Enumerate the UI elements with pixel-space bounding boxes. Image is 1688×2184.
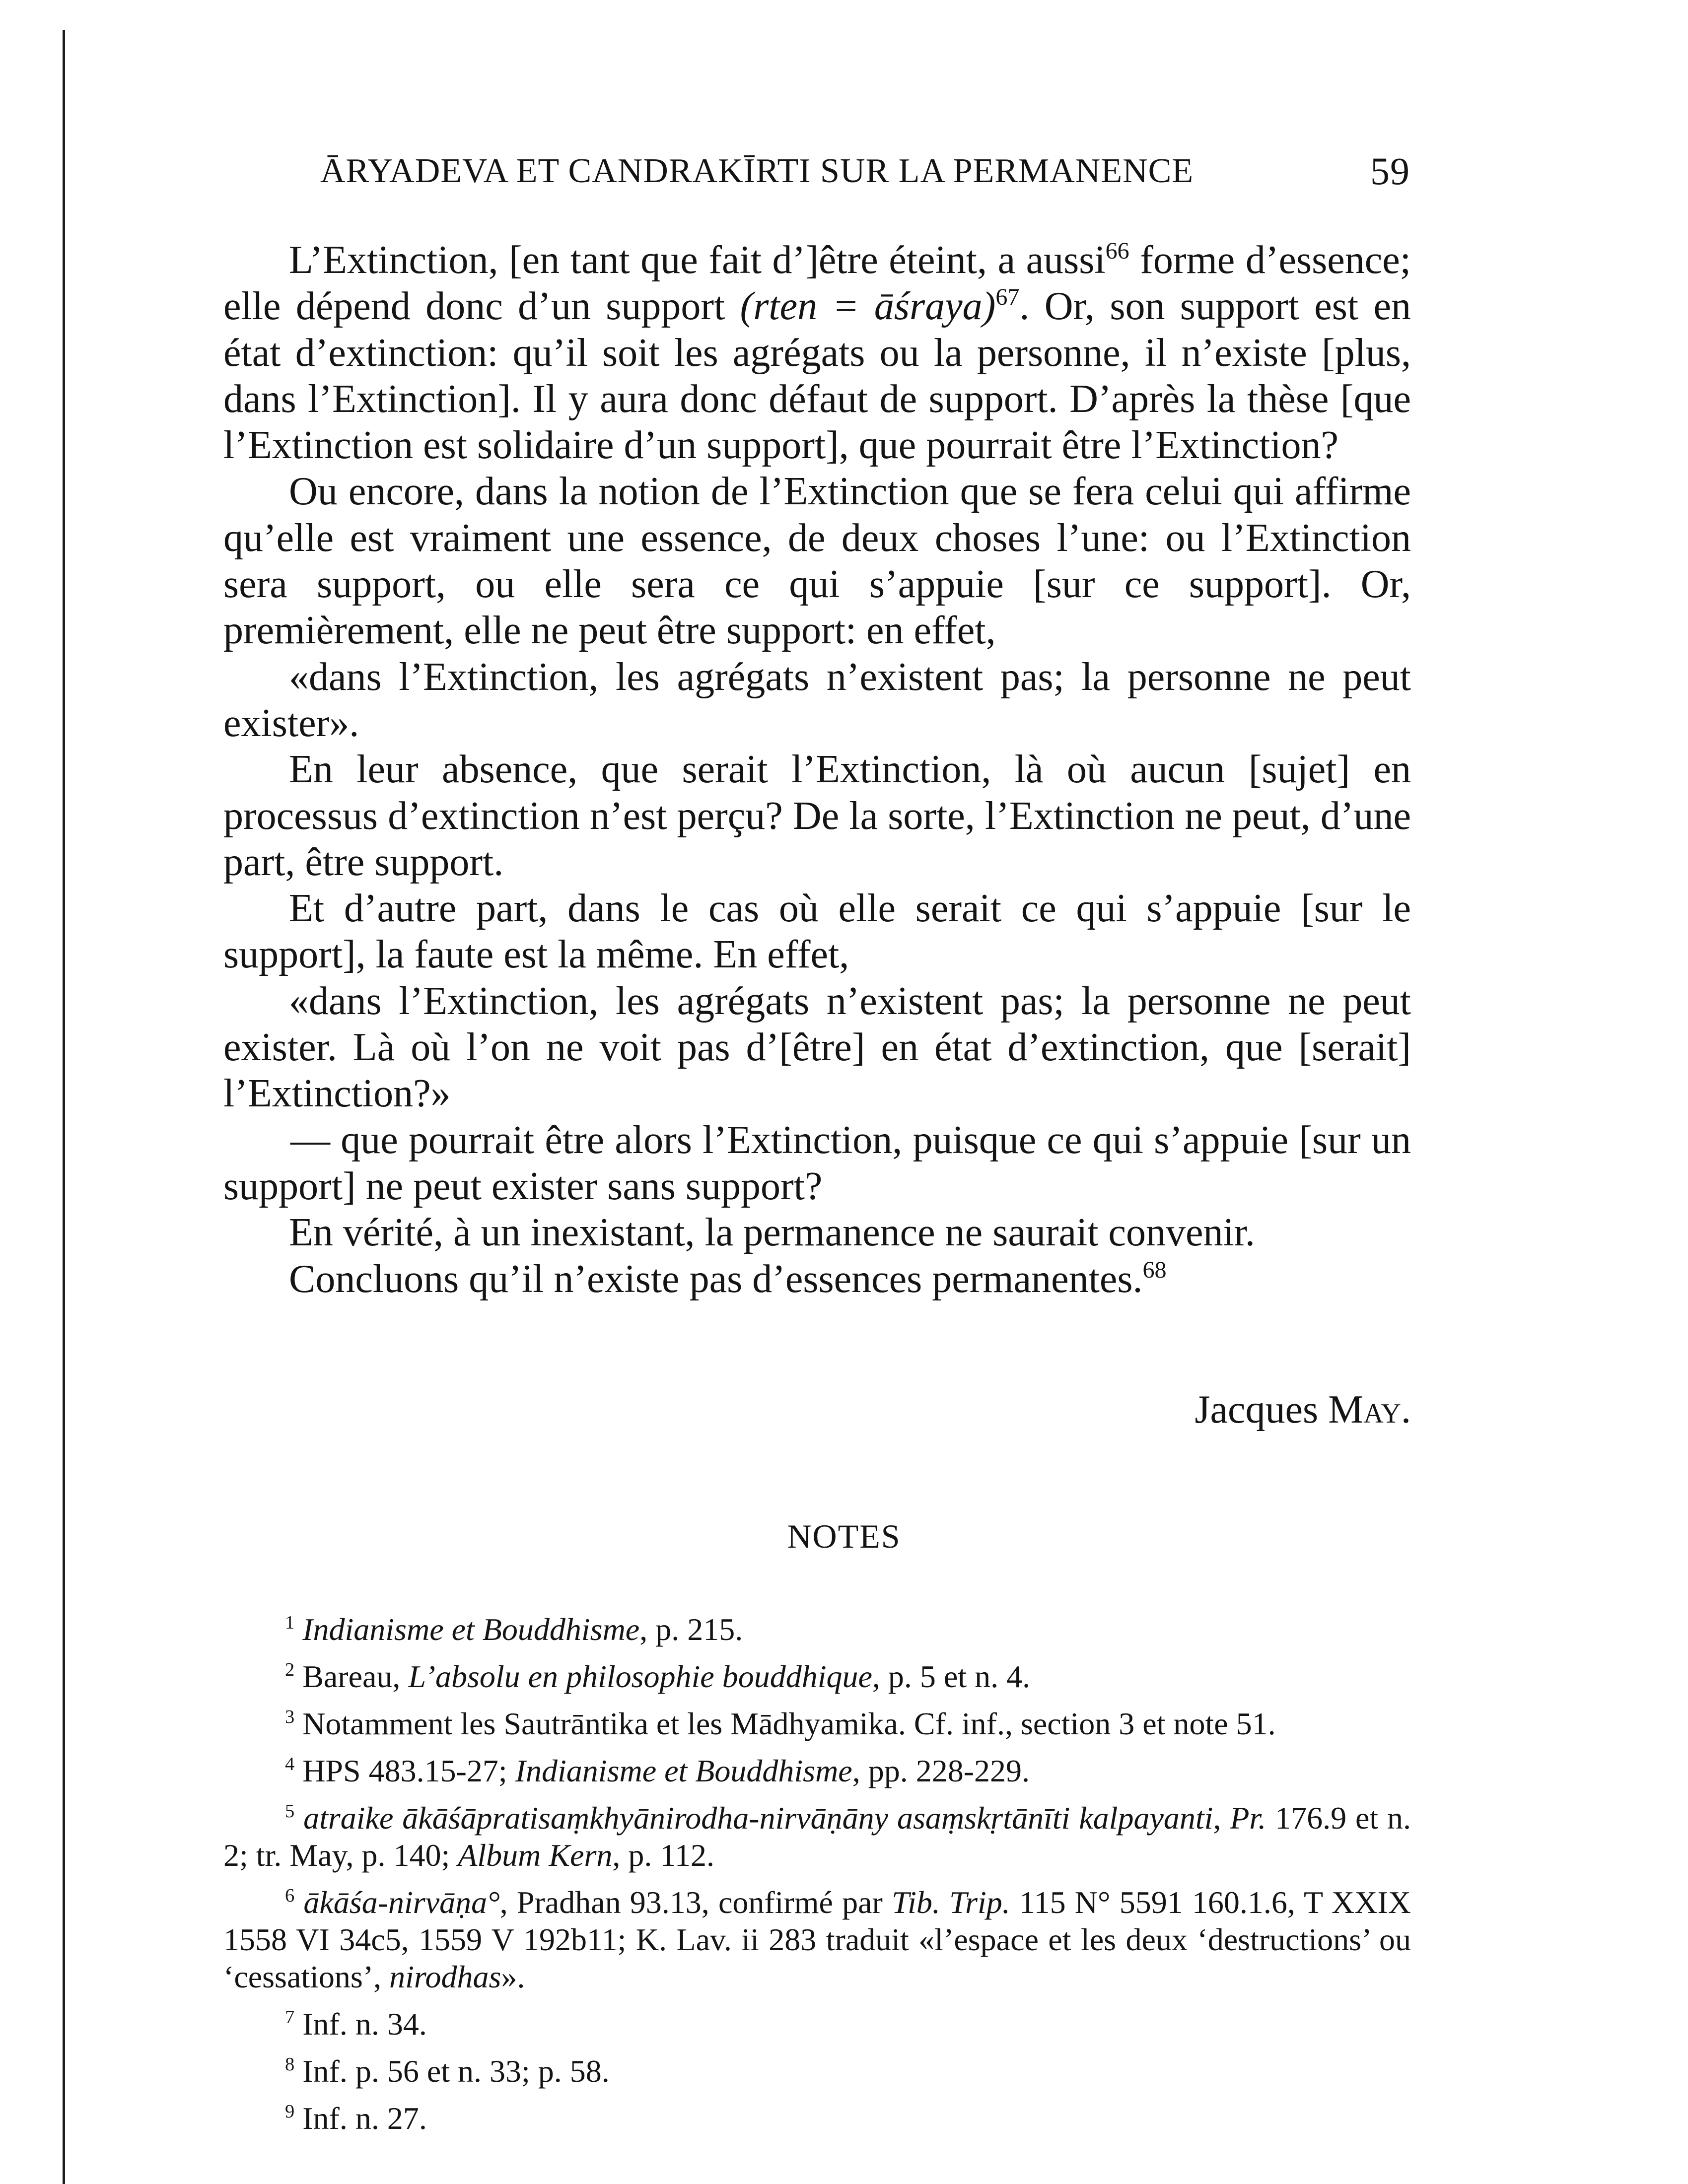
quote-1: «dans l’Extinction, les agrégats n’existent pas; la personne ne peut exister». — [223, 655, 1411, 745]
text-span: . Or, son support est en état d’extinction: qu’il soit les agrégats ou la personne, il n’existe [plus, dans l’Extinction]. Il y aura donc défaut de support. D’après la thèse [que l’Extinction est solidaire d’un support], que pourrait être l’Extinction? — [223, 284, 1411, 468]
text-span: Concluons qu’il n’existe pas d’essences permanentes. — [289, 1257, 1143, 1301]
author-last-name: May. — [1328, 1388, 1411, 1432]
italic-term: Indianisme et Bouddhisme — [515, 1753, 852, 1788]
text-span: Notamment les Sautrāntika et les Mādhyamika. Cf. inf., section 3 et note 51. — [302, 1706, 1276, 1741]
footnote-number: 7 — [285, 2006, 295, 2028]
footnote-number: 4 — [285, 1753, 295, 1774]
footnotes-list — [223, 1611, 1411, 2147]
footnote — [223, 1752, 1411, 1789]
text-span: , p. 215. — [639, 1612, 743, 1647]
paragraph-2: Ou encore, dans la notion de l’Extinction que se fera celui qui affirme qu’elle est vraiment une essence, de deux choses l’une: ou l’Extinction sera support, ou elle sera ce qui s’appuie [sur ce support]. Or, premièrement, elle ne peut être support: en effet, — [223, 470, 1411, 653]
text-span: , p. 112. — [612, 1838, 714, 1873]
italic-term: (rten = āśraya) — [740, 284, 996, 329]
paragraph-6: En vérité, à un inexistant, la permanence ne saurait convenir. — [289, 1211, 1255, 1255]
binding-edge-line — [63, 30, 65, 2184]
text-span: HPS 483.15-27; — [302, 1753, 515, 1788]
text-span: Bareau, — [302, 1659, 409, 1694]
author-signature — [1195, 1385, 1411, 1434]
footnote — [223, 1611, 1411, 1648]
footnote-ref-67: 67 — [995, 284, 1020, 311]
italic-term: Pr. — [1230, 1800, 1266, 1836]
italic-term: nirodhas — [389, 1959, 501, 1994]
running-header — [320, 149, 1410, 194]
text-span: L’Extinction, [en tant que fait d’]être éteint, a aussi — [289, 238, 1106, 282]
italic-term: atraike ākāśāpratisaṃkhyānirodha-nirvāṇāny asaṃskṛtānīti kalpayanti — [303, 1800, 1213, 1836]
page-number: 59 — [1370, 149, 1410, 193]
text-span: , pp. 228-229. — [852, 1753, 1030, 1788]
italic-term: Tib. Trip. — [892, 1885, 1010, 1920]
paragraph-4: Et d’autre part, dans le cas où elle serait ce qui s’appuie [sur le support], la faute est la même. En effet, — [223, 887, 1411, 977]
footnote-number: 5 — [285, 1800, 295, 1822]
footnote — [223, 1884, 1411, 1995]
footnote — [223, 2005, 1411, 2043]
footnote-number: 2 — [285, 1659, 295, 1680]
text-span: 115 N° 5591 160.1.6, T XXIX 1558 VI 34c5, 1559 V 192b11; K. Lav. ii 283 traduit «l’espace et les deux ‘destructions’ ou ‘cessations’, — [223, 1885, 1411, 1994]
footnote — [223, 1658, 1411, 1695]
running-title: ĀRYADEVA ET CANDRAKĪRTI SUR LA PERMANENCE — [320, 152, 1194, 190]
italic-term: L’absolu en philosophie bouddhique — [408, 1659, 872, 1694]
paragraph-3: En leur absence, que serait l’Extinction, là où aucun [sujet] en processus d’extinction n’est perçu? De la sorte, l’Extinction ne peut, d’une part, être support. — [223, 748, 1411, 884]
text-span: , p. 5 et n. 4. — [872, 1659, 1031, 1694]
author-first-name: Jacques — [1195, 1388, 1319, 1432]
footnote-number: 1 — [285, 1612, 295, 1633]
paragraph-7 — [223, 1256, 1411, 1302]
italic-term: Album Kern — [458, 1838, 613, 1873]
footnote — [223, 2052, 1411, 2090]
footnote-number: 8 — [285, 2053, 295, 2075]
paragraph-5: — que pourrait être alors l’Extinction, puisque ce qui s’appuie [sur un support] ne peut exister sans support? — [223, 1118, 1411, 1208]
quote-2: «dans l’Extinction, les agrégats n’existent pas; la personne ne peut exister. Là où l’on ne voit pas d’[être] en état d’extinction, que [serait] l’Extinction?» — [223, 979, 1411, 1116]
footnote — [223, 2100, 1411, 2137]
italic-term: Indianisme et Bouddhisme — [302, 1612, 640, 1647]
text-span: ». — [501, 1959, 525, 1994]
footnote-number: 9 — [285, 2101, 295, 2122]
main-text — [223, 237, 1411, 1302]
footnote-ref-68: 68 — [1142, 1256, 1167, 1283]
text-span: , — [1213, 1800, 1221, 1836]
paragraph-1 — [223, 237, 1411, 469]
text-span: forme d’essence; elle dépend donc d’un support — [223, 238, 1411, 329]
italic-term: ākāśa-nirvāṇa° — [303, 1885, 500, 1920]
text-span: Inf. p. 56 et n. 33; p. 58. — [302, 2053, 610, 2089]
footnote — [223, 1799, 1411, 1874]
text-span: , Pradhan 93.13, confirmé par — [499, 1885, 892, 1920]
footnote-number: 3 — [285, 1706, 295, 1727]
text-span: Inf. n. 27. — [302, 2101, 427, 2136]
footnote — [223, 1705, 1411, 1742]
footnote-ref-66: 66 — [1105, 238, 1129, 265]
text-span: Inf. n. 34. — [302, 2006, 427, 2042]
footnote-number: 6 — [285, 1885, 295, 1906]
notes-heading: NOTES — [787, 1517, 901, 1555]
text-span: 176.9 et n. 2; tr. May, p. 140; — [223, 1800, 1411, 1873]
